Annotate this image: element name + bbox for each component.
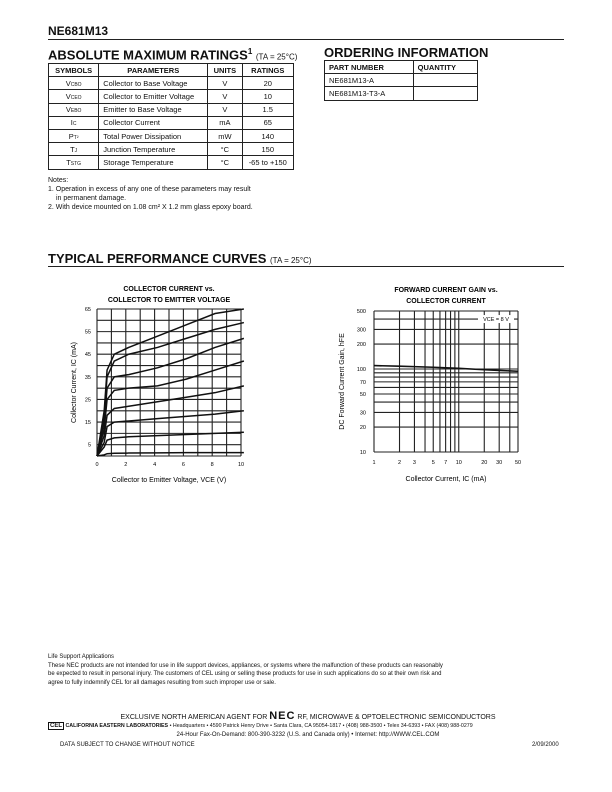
parameter-cell: Storage Temperature <box>99 156 208 169</box>
unit-cell: V <box>208 90 242 103</box>
col-header: UNITS <box>208 64 242 77</box>
chart-title: FORWARD CURRENT GAIN vs. <box>394 287 498 294</box>
y-tick-label: 20 <box>359 425 366 432</box>
parameter-cell: Collector to Emitter Voltage <box>99 90 208 103</box>
x-tick-label: 10 <box>455 460 462 466</box>
symbol-cell: IC <box>49 116 99 129</box>
table-row <box>325 87 478 100</box>
ic-vce-chart <box>40 280 310 490</box>
life-support-text: agree to fully indemnify CEL for all damages resulting from such improper use or sale. <box>48 679 276 686</box>
parameter-cell: Collector to Base Voltage <box>99 77 208 90</box>
unit-cell: mW <box>208 129 242 142</box>
x-tick-label: 4 <box>153 462 157 468</box>
curves-title: TYPICAL PERFORMANCE CURVES (TA = 25°C) <box>48 251 564 267</box>
qty-cell <box>413 87 477 100</box>
header-rule <box>48 39 564 40</box>
y-tick-label: 100 <box>356 367 366 374</box>
unit-cell: °C <box>208 156 242 169</box>
part-cell: NE681M13-A <box>325 74 414 87</box>
abs-max-title: ABSOLUTE MAXIMUM RATINGS$^1$ (TA = 25°C) <box>48 47 298 63</box>
table-row <box>49 143 294 156</box>
rating-cell: 20 <box>242 77 293 90</box>
symbol-cell: VCEO <box>49 90 99 103</box>
col-header: RATINGS <box>242 64 293 77</box>
y-tick-label: 15 <box>84 420 91 427</box>
table-row <box>49 90 294 103</box>
life-support <box>48 653 443 687</box>
date: 2/09/2000 <box>532 742 559 748</box>
y-tick-label: 35 <box>84 374 91 381</box>
part-cell: NE681M13-T3-A <box>325 87 414 100</box>
life-support-title: Life Support Applications <box>48 654 115 660</box>
symbol-cell: VCBO <box>49 77 99 90</box>
rating-cell: 10 <box>242 90 293 103</box>
symbol-cell: PT² <box>49 129 99 142</box>
symbol-cell: VEBO <box>49 103 99 116</box>
rating-cell: 65 <box>242 116 293 129</box>
parameter-cell: Junction Temperature <box>99 143 208 156</box>
notes <box>48 176 253 212</box>
y-axis-label: DC Forward Current Gain, hFE <box>339 333 346 430</box>
x-tick-label: 50 <box>514 460 522 466</box>
hfe-ic-chart <box>320 280 560 490</box>
x-tick-label: 30 <box>496 460 503 466</box>
notes-title: Notes: <box>48 177 69 184</box>
series-curve <box>97 338 244 456</box>
y-tick-label: 300 <box>356 327 366 334</box>
unit-cell: V <box>208 103 242 116</box>
table-row <box>49 129 294 142</box>
table-row <box>49 156 294 169</box>
ordering-title: ORDERING INFORMATION <box>324 45 489 60</box>
symbol-cell: TSTG <box>49 156 99 169</box>
rating-cell: 1.5 <box>242 103 293 116</box>
table-row <box>49 77 294 90</box>
parameter-cell: Collector Current <box>99 116 208 129</box>
symbol-cell: TJ <box>49 143 99 156</box>
rating-cell: 140 <box>242 129 293 142</box>
x-tick-label: 2 <box>397 460 402 466</box>
y-tick-label: 50 <box>359 391 366 398</box>
x-tick-label: 2 <box>124 462 128 468</box>
x-tick-label: 8 <box>210 462 214 468</box>
x-tick-label: 6 <box>181 462 185 468</box>
col-header: QUANTITY <box>413 61 477 74</box>
y-axis-label: Collector Current, IC (mA) <box>71 342 78 423</box>
x-tick-label: 7 <box>444 460 448 466</box>
notice: DATA SUBJECT TO CHANGE WITHOUT NOTICE <box>60 742 195 748</box>
ordering-table <box>324 60 478 101</box>
vce-annotation: VCE = 8 V <box>483 317 509 324</box>
x-tick-label: 10 <box>237 462 245 468</box>
y-tick-label: 55 <box>84 329 91 336</box>
y-tick-label: 65 <box>84 307 91 313</box>
life-support-text: be expected to result in personal injury. The customers of CEL using or selling these products for use in such applications do so at their own risk and <box>48 671 442 678</box>
table-row <box>49 103 294 116</box>
note: 2. With device mounted on 1.08 cm² X 1.2 mm glass epoxy board. <box>48 204 253 211</box>
y-tick-label: 70 <box>359 379 366 386</box>
note: 1. Operation in excess of any one of these parameters may result <box>48 186 251 193</box>
col-header: PARAMETERS <box>99 64 208 77</box>
y-tick-label: 25 <box>84 397 91 404</box>
part-number-header: NE681M13 <box>48 24 109 38</box>
chart-title: COLLECTOR CURRENT vs. <box>123 286 215 293</box>
x-axis-label: Collector to Emitter Voltage, VCE (V) <box>111 477 227 484</box>
y-tick-label: 200 <box>356 342 366 349</box>
table-row <box>325 74 478 87</box>
y-tick-label: 45 <box>84 352 91 359</box>
abs-max-table <box>48 63 294 170</box>
agent-line: EXCLUSIVE NORTH AMERICAN AGENT FOR NEC RF, MICROWAVE & OPTOELECTRONIC SEMICONDUCTORS <box>120 710 496 722</box>
x-tick-label: 5 <box>431 460 435 466</box>
rating-cell: -65 to +150 <box>242 156 293 169</box>
qty-cell <box>413 74 477 87</box>
y-tick-label: 500 <box>356 309 366 315</box>
unit-cell: mA <box>208 116 242 129</box>
life-support-text: These NEC products are not intended for use in life support devices, appliances, or systems where the malfunction of these products can reasonably <box>48 662 443 669</box>
col-header: SYMBOLS <box>49 64 99 77</box>
y-tick-label: 10 <box>359 450 366 456</box>
col-header: PART NUMBER <box>325 61 414 74</box>
chart-title: COLLECTOR TO EMITTER VOLTAGE <box>107 297 231 304</box>
cel-logo: CEL <box>50 723 62 729</box>
nec-logo: NEC <box>269 710 296 722</box>
parameter-cell: Emitter to Base Voltage <box>99 103 208 116</box>
x-tick-label: 1 <box>372 460 376 466</box>
company-line: CEL CALIFORNIA EASTERN LABORATORIES • Headquarters • 4590 Patrick Henry Drive • Santa Clara, CA 95054-1817 • (408) 988-3500 • Telex 34-6393 • FAX (408) 988-0279 <box>50 723 473 729</box>
table-row <box>49 116 294 129</box>
parameter-cell: Total Power Dissipation <box>99 129 208 142</box>
chart-title: COLLECTOR CURRENT <box>406 298 486 305</box>
fax-line: 24-Hour Fax-On-Demand: 800-390-3232 (U.S. and Canada only) • Internet: http://WWW.CEL.COM <box>176 732 440 738</box>
x-tick-label: 3 <box>412 460 416 466</box>
y-tick-label: 30 <box>359 410 366 417</box>
x-tick-label: 0 <box>95 462 99 468</box>
x-axis-label: Collector Current, IC (mA) <box>405 476 487 483</box>
y-tick-label: 5 <box>87 442 91 449</box>
series-curve <box>97 386 244 456</box>
unit-cell: °C <box>208 143 242 156</box>
unit-cell: V <box>208 77 242 90</box>
note: in permanent damage. <box>56 195 127 202</box>
rating-cell: 150 <box>242 143 293 156</box>
x-tick-label: 20 <box>481 460 488 466</box>
